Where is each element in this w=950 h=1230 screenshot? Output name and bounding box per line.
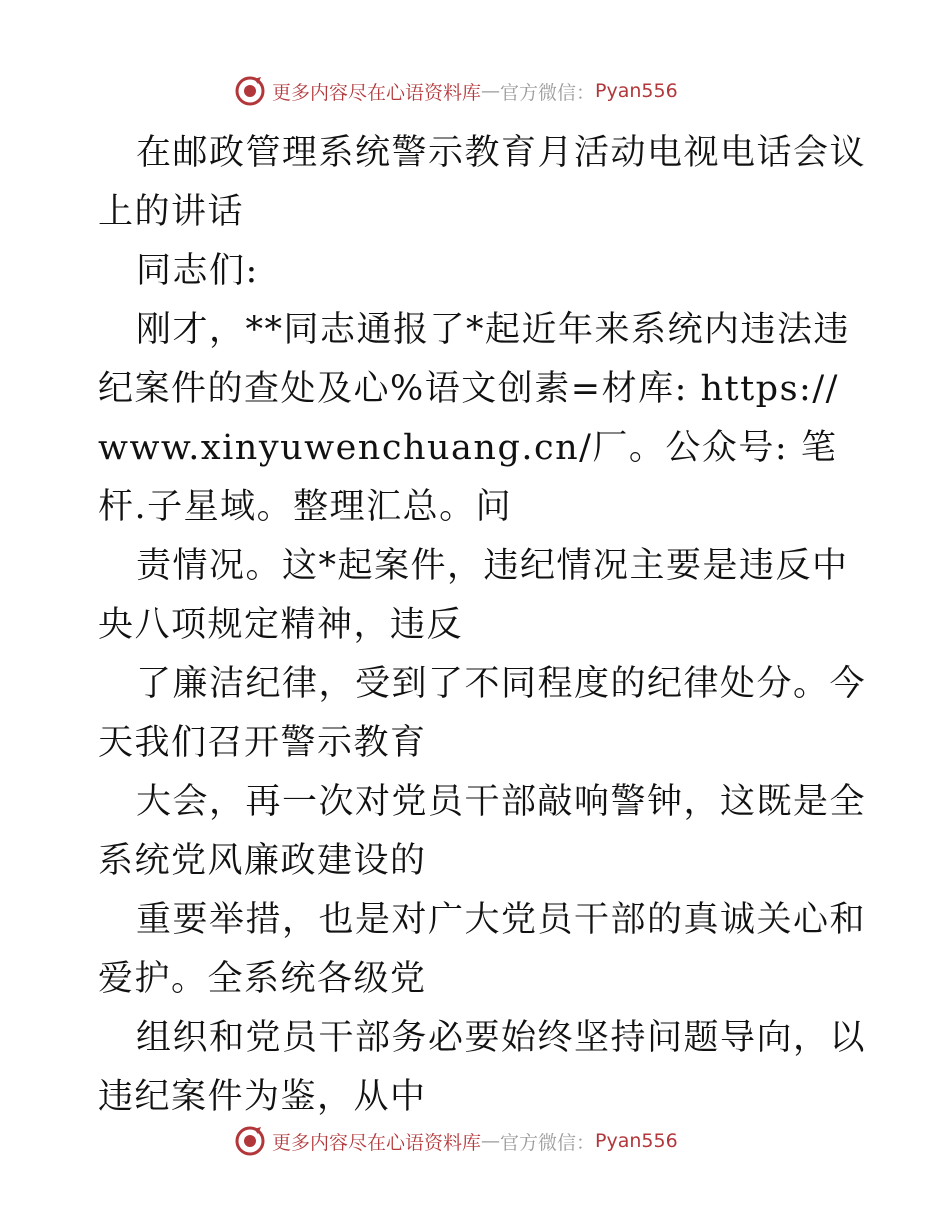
document-body: [98, 124, 868, 1127]
seal-logo-icon: [234, 1125, 266, 1157]
header-watermark: [234, 74, 678, 108]
paragraph: 责情况。这*起案件，违纪情况主要是违反中央八项规定精神，违反: [98, 546, 849, 645]
watermark-contact-id: Pyan556: [595, 1130, 678, 1152]
paragraph: 重要举措，也是对广大党员干部的真诚关心和爱护。全系统各级党: [98, 900, 867, 999]
document-title: 在邮政管理系统警示教育月活动电视电话会议上的讲话: [98, 133, 867, 232]
paragraph: 刚才，**同志通报了*起近年来系统内违法违纪案件的查处及心%语文创素=材库: https:// www.xinyuwenchuang.cn/厂。公众号: 笔杆.子星域。整理汇总。问: [98, 310, 851, 527]
watermark-brand: 更多内容尽在心语资料库: [272, 1131, 482, 1154]
paragraph: 了廉洁纪律，受到了不同程度的纪律处分。今天我们召开警示教育: [98, 664, 867, 763]
watermark-dash: —: [481, 1130, 501, 1152]
watermark-brand: 更多内容尽在心语资料库: [272, 81, 482, 104]
paragraph: 组织和党员干部务必要始终坚持问题导向，以违纪案件为鉴，从中: [98, 1018, 867, 1117]
watermark-dash: —: [481, 80, 501, 102]
watermark-contact-label: 官方微信：: [500, 81, 596, 104]
watermark-contact-label: 官方微信：: [500, 1131, 596, 1154]
salutation: 同志们:: [136, 251, 259, 291]
watermark-contact-id: Pyan556: [595, 80, 678, 102]
footer-watermark: [234, 1124, 678, 1158]
paragraph: 大会，再一次对党员干部敲响警钟，这既是全系统党风廉政建设的: [98, 782, 867, 881]
seal-logo-icon: [234, 75, 266, 107]
